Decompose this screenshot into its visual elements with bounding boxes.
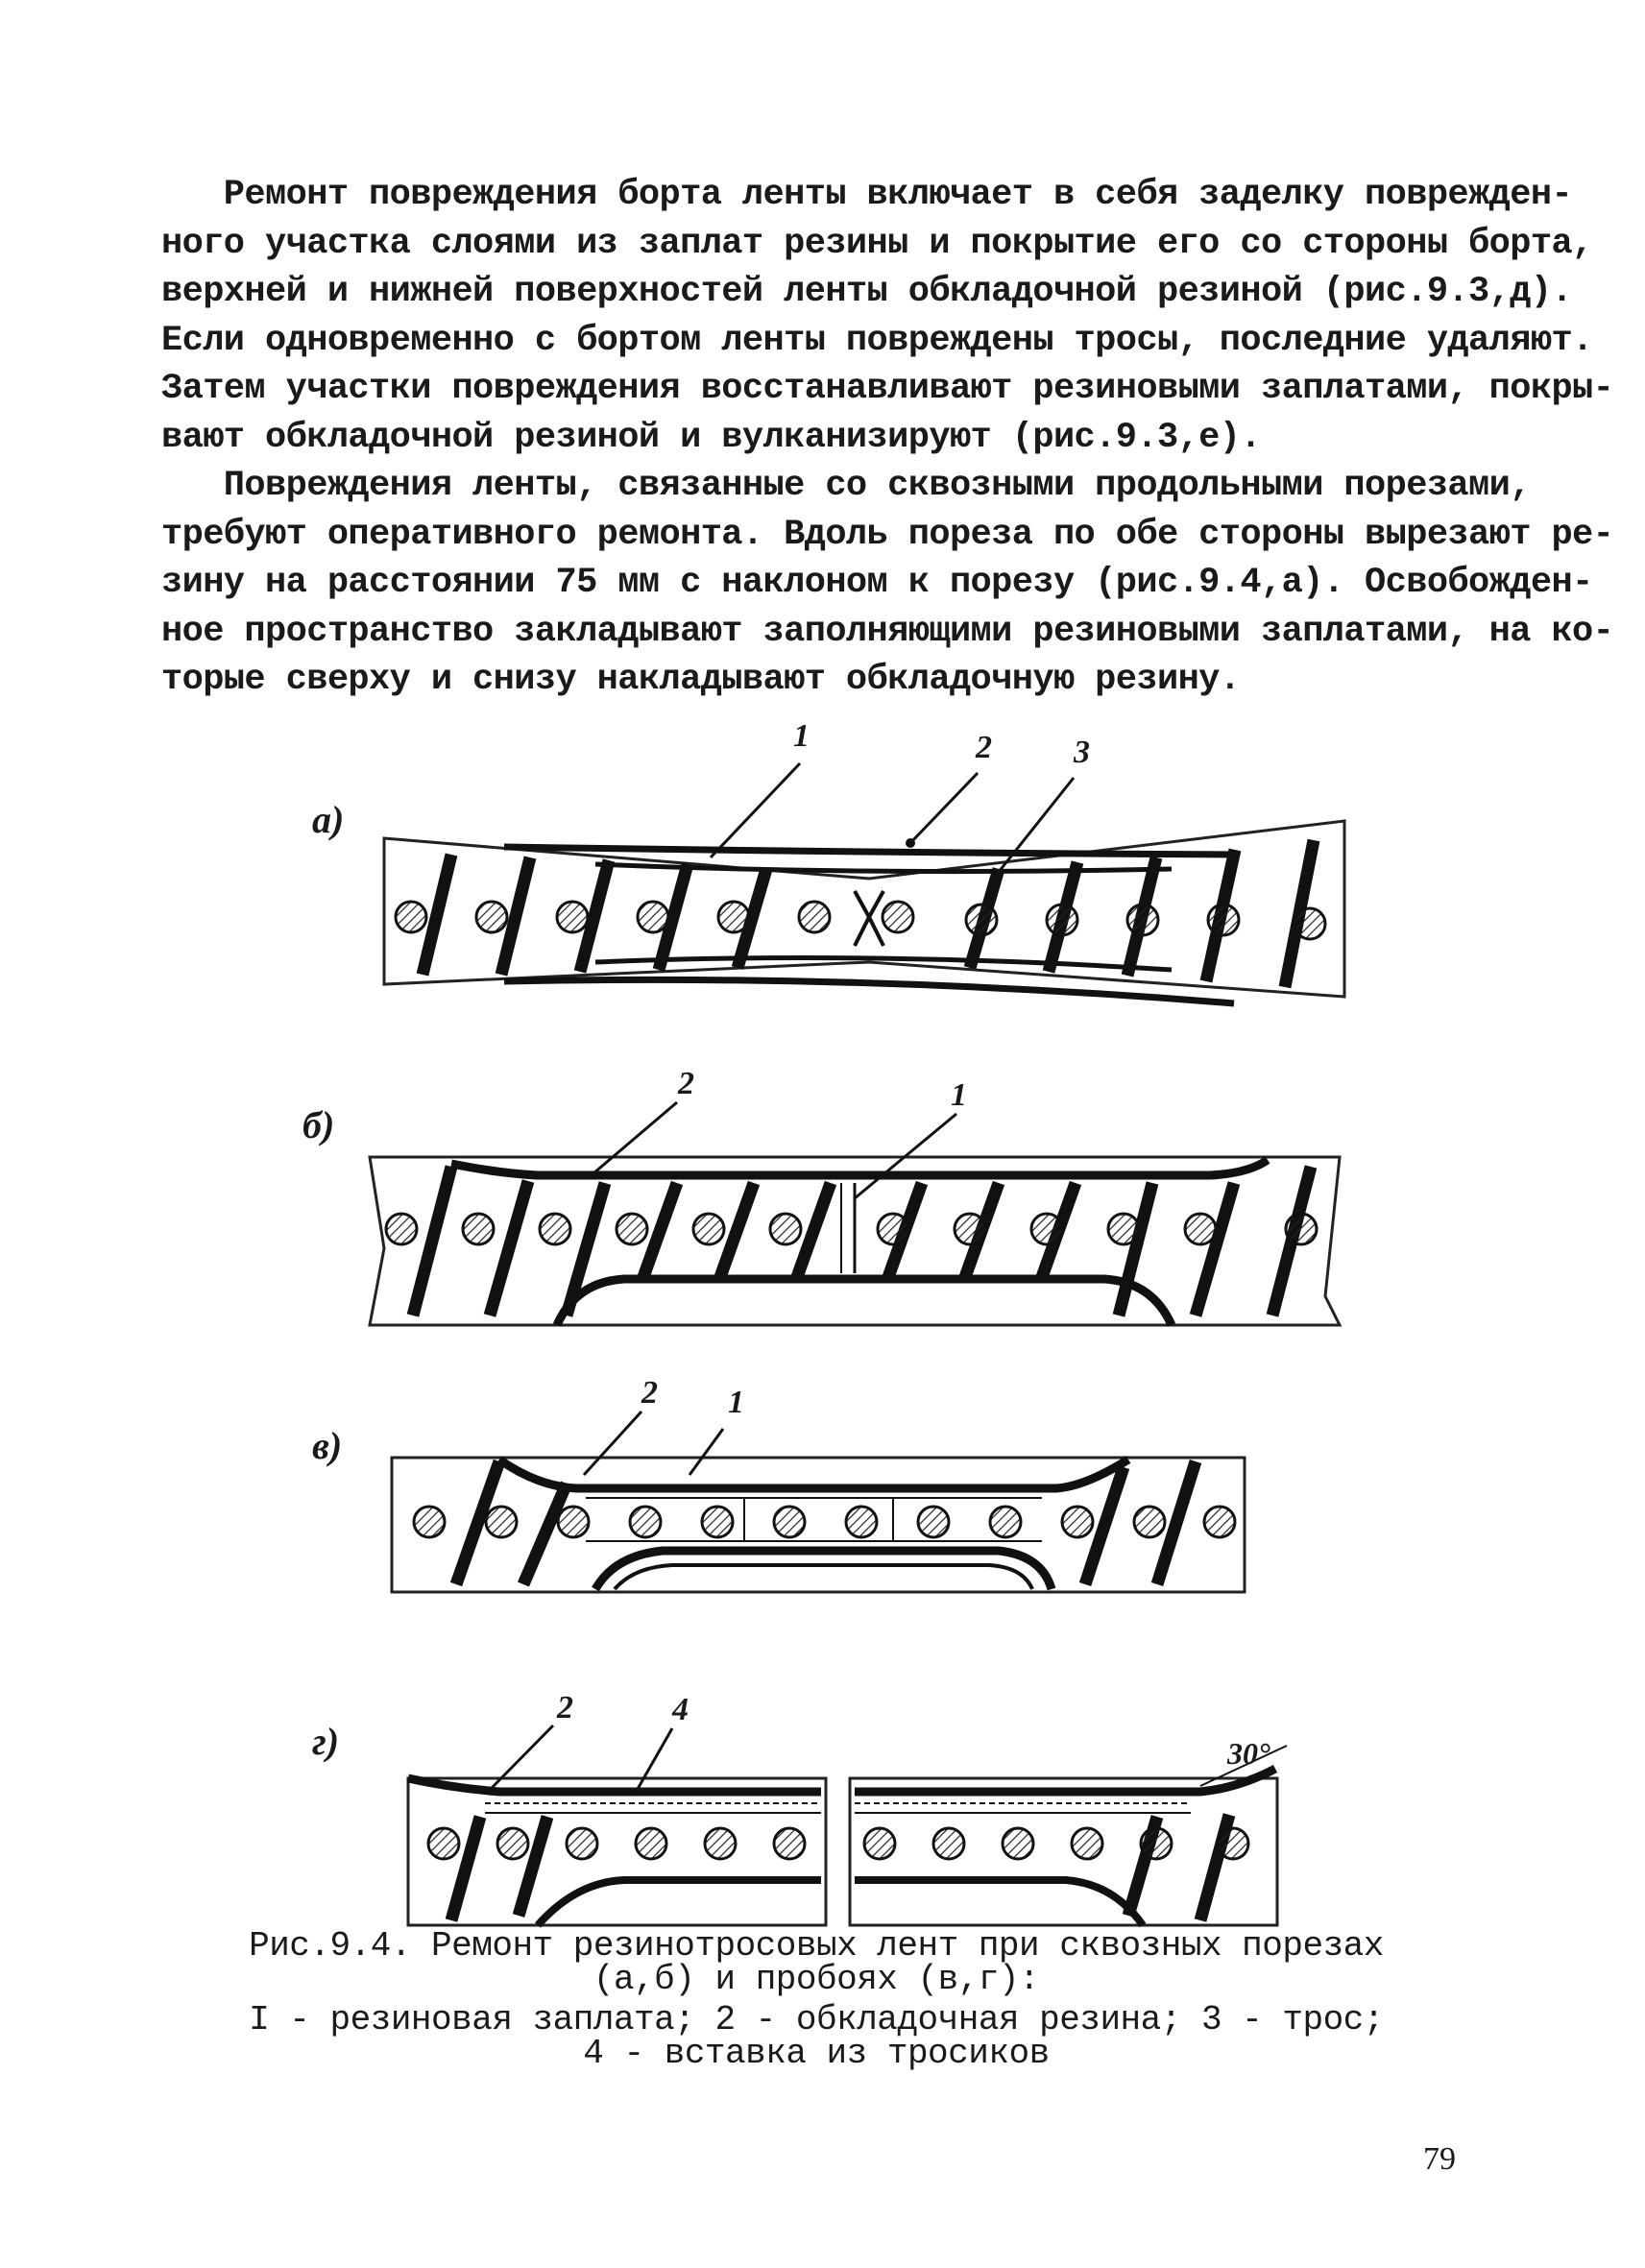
leader-lines <box>492 1725 1287 1796</box>
panel-d-drawing <box>408 1725 1287 1925</box>
steel-cords <box>386 1214 1317 1244</box>
panel-d-label: г) <box>312 1720 340 1763</box>
text-line: верхней и нижней поверхностей ленты обкладочной резиной (рис.9.3,д). <box>161 272 1573 312</box>
callout-b-1: 1 <box>951 1077 967 1113</box>
page-number: 79 <box>1423 2141 1456 2177</box>
panel-c-label: в) <box>312 1424 343 1467</box>
leader-lines <box>593 1102 956 1198</box>
callout-c-1: 1 <box>728 1385 744 1420</box>
text-line: Затем участки повреждения восстанавливают резиновыми заплатами, покры- <box>161 369 1614 409</box>
cable-insert <box>485 1803 1191 1813</box>
text-line: зину на расстоянии 75 мм с наклоном к порезу (рис.9.4,а). Освобожден- <box>161 563 1593 603</box>
text-line: ное пространство закладывают заполняющими резиновыми заплатами, на ко- <box>161 611 1614 652</box>
panel-a-drawing <box>384 763 1344 1003</box>
diagonal-cords <box>451 1815 1229 1920</box>
figure-caption-legend: I - резиновая заплата; 2 - обкладочная резина; 3 - трос; <box>249 2000 1384 2039</box>
panel-c-drawing <box>392 1411 1245 1592</box>
figure-caption-subtitle: (а,б) и пробоях (в,г): <box>593 1960 1040 1999</box>
text-line: требуют оперативного ремонта. Вдоль пореза по обе стороны вырезают ре- <box>161 514 1614 555</box>
leader-lines <box>584 1411 723 1475</box>
figure-caption-legend: 4 - вставка из тросиков <box>583 2034 1050 2073</box>
text-line: Если одновременно с бортом ленты повреждены тросы, последние удаляют. <box>161 320 1593 361</box>
text-line: ного участка слоями из заплат резины и покрытие его со стороны борта, <box>161 223 1593 264</box>
panel-b-drawing <box>370 1102 1340 1325</box>
callout-d-4: 4 <box>672 1692 689 1727</box>
panel-b-label: б) <box>302 1103 335 1146</box>
callout-a-3: 3 <box>1074 735 1090 770</box>
figure-caption-title: Рис.9.4. Ремонт резинотросовых лент при сквозных порезах <box>249 1926 1384 1966</box>
callout-d-2: 2 <box>557 1690 573 1725</box>
text-line: торые сверху и снизу накладывают обкладочную резину. <box>161 660 1241 700</box>
steel-cords <box>428 1828 1248 1859</box>
text-line: вают обкладочной резиной и вулканизируют (рис.9.3,е). <box>161 417 1261 458</box>
text-line: Ремонт повреждения борта ленты включает в себя заделку поврежден- <box>161 175 1573 215</box>
callout-a-2: 2 <box>976 730 992 765</box>
callout-b-2: 2 <box>678 1066 694 1101</box>
angle-label: 30° <box>1227 1736 1270 1771</box>
panel-a-label: а) <box>312 798 345 841</box>
text-line: Повреждения ленты, связанные со сквозными продольными порезами, <box>161 466 1531 506</box>
callout-a-1: 1 <box>793 718 810 754</box>
callout-c-2: 2 <box>641 1375 658 1411</box>
